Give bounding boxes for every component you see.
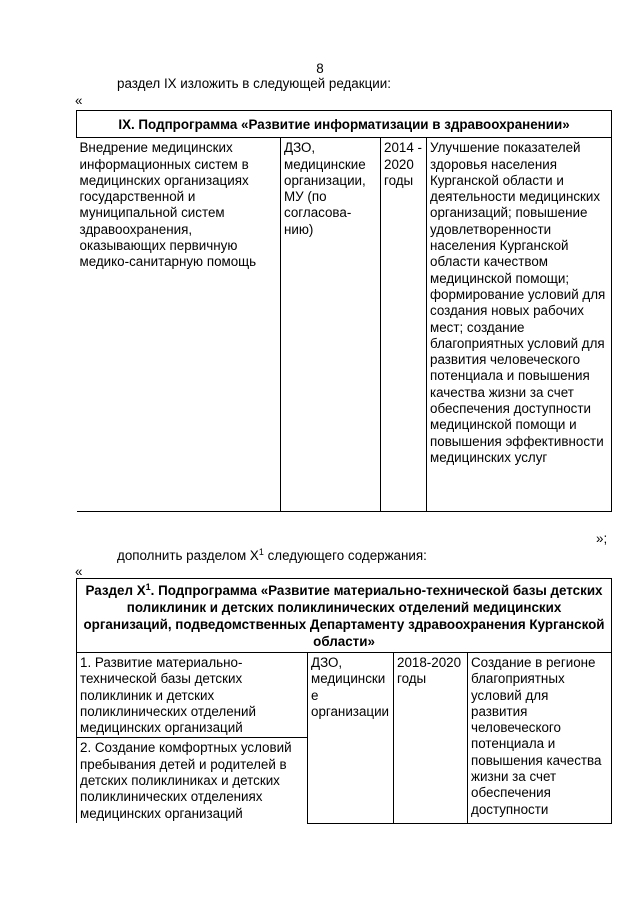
- section-x1-result: Создание в регионе благоприятных условий для развития человеческого потенциала и повышения качества жизни за счет обеспечения доступности: [468, 653, 612, 824]
- table-section-x1: [76, 578, 612, 824]
- section-x1-item-1: 1. Развитие материально-технической базы детских поликлиник и детских поликлинических отделений медицинских организаций: [77, 653, 308, 738]
- quote-close-ix: »;: [596, 531, 608, 546]
- section-x1-header-suffix: . Подпрограмма «Развитие материально-технической базы детских поликлиник и детских поликлинических отделений медицинских организаций, подведомственных Департаменту здравоохранения Курганской области»: [83, 583, 605, 649]
- intro-x1-prefix: дополнить разделом Х: [117, 548, 259, 563]
- quote-open-ix: «: [75, 93, 83, 108]
- quote-open-x1: «: [75, 564, 83, 579]
- section-x1-period: 2018-2020 годы: [394, 653, 468, 824]
- intro-x1-sup: 1: [258, 547, 264, 557]
- section-x1-item-2: 2. Создание комфортных условий пребывания детей и родителей в детских поликлиниках и детских поликлинических отделениях медицинских организаций: [77, 738, 308, 824]
- section-x1-header-sup: 1: [145, 582, 151, 592]
- section-x1-executor: ДЗО, медицински е организации: [308, 653, 394, 824]
- section-x1-header-prefix: Раздел Х: [85, 583, 146, 598]
- section-ix-result: Улучшение показателей здоровья населения Курганской области и деятельности медицинских организаций; повышение удовлетворенности населения Курганской области качеством медицинской помощи; формирование условий для создания новых рабочих мест; создание благоприятных условий для развития человеческого потенциала и повышения качества жизни за счет обеспечения доступности медицинской помощи и повышения эффективности медицинских услуг: [427, 138, 612, 512]
- section-ix-executor: ДЗО, медицинские организации, МУ (по согласова-нию): [281, 138, 381, 512]
- intro-section-ix: раздел IX изложить в следующей редакции:: [117, 76, 391, 91]
- intro-x1-suffix: следующего содержания:: [263, 548, 427, 563]
- page-number: 8: [316, 61, 324, 76]
- section-x1-header: [77, 579, 612, 653]
- section-ix-header: IX. Подпрограмма «Развитие информатизации в здравоохранении»: [77, 111, 612, 138]
- intro-section-x1: [117, 547, 427, 564]
- section-ix-period: 2014 - 2020 годы: [381, 138, 427, 512]
- section-ix-measure: Внедрение медицинских информационных систем в медицинских организациях государственной и муниципальной систем здравоохранения, оказывающих первичную медико-санитарную помощь: [77, 138, 281, 512]
- table-section-ix: [76, 110, 612, 512]
